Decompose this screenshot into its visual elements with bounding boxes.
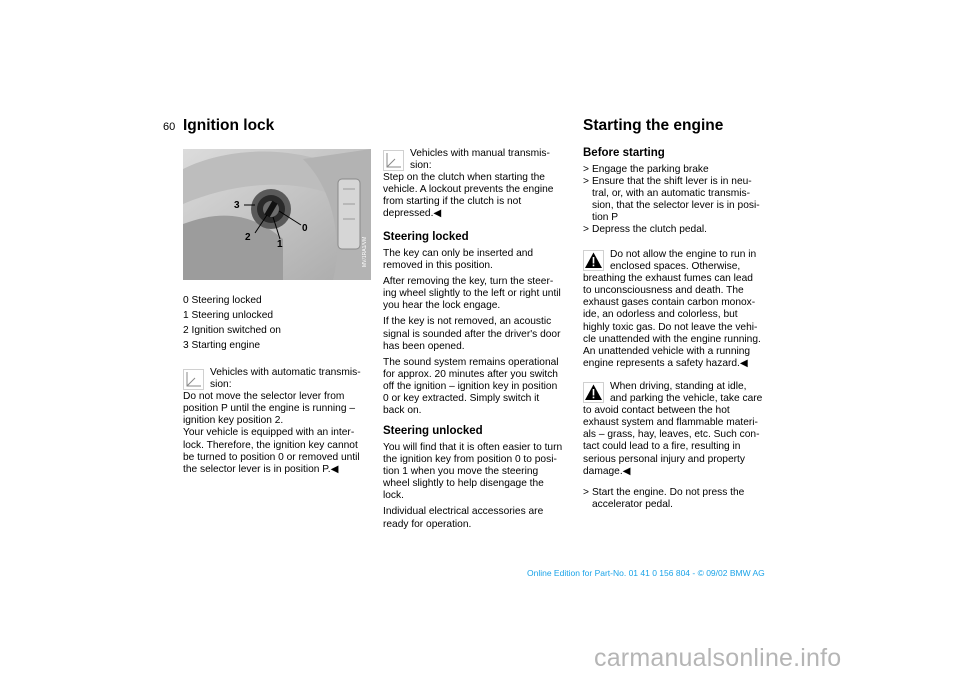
- paragraph: [383, 248, 578, 272]
- page-number: 60: [163, 121, 176, 133]
- manual-transmission-note: [383, 148, 578, 221]
- callout-3: 3: [234, 200, 240, 211]
- step-text: Depress the clutch pedal.: [592, 224, 707, 236]
- text-line: You will find that it is often easier to turn: [383, 442, 563, 453]
- callout-0: 0: [302, 223, 308, 234]
- warning-line: to unconsciousness and death. The: [583, 285, 744, 297]
- text-line: tion P: [592, 212, 619, 224]
- note-line: be turned to position 0 or removed until: [183, 451, 360, 463]
- warning-line: When driving, standing at idle,: [610, 381, 747, 392]
- text-line: ing wheel slightly to the left or right until: [383, 288, 561, 300]
- text-line: sion, that the selector lever is in posi-: [592, 200, 760, 212]
- note-line: from starting if the clutch is not: [383, 196, 522, 208]
- automatic-transmission-note: [183, 367, 378, 476]
- text-line: off the ignition – ignition key in position: [383, 380, 558, 392]
- text-line: accelerator pedal.: [592, 499, 673, 511]
- paragraph: [383, 316, 578, 352]
- steering-locked-heading: Steering locked: [383, 231, 469, 243]
- paragraph: [383, 442, 578, 502]
- note-line: the selector lever is in position P.◀: [183, 463, 339, 475]
- text-line: Individual electrical accessories are: [383, 506, 544, 518]
- note-line: Vehicles with manual transmis-: [410, 148, 550, 159]
- note-line: sion:: [410, 160, 432, 172]
- text-line: The sound system remains operational: [383, 356, 559, 368]
- text-line: tral, or, with an automatic transmis-: [592, 188, 750, 200]
- text-line: The key can only be inserted and: [383, 248, 534, 259]
- text-line: After removing the key, turn the steer-: [383, 276, 554, 288]
- legend-item: 0 Steering locked: [183, 295, 262, 306]
- steering-locked-text: [383, 248, 578, 421]
- list-item: [583, 176, 778, 224]
- text-line: back on.: [383, 405, 422, 417]
- note-line: Step on the clutch when starting the: [383, 172, 545, 184]
- warning-line: damage.◀: [583, 465, 631, 477]
- text-line: for approx. 20 minutes after you switch: [383, 368, 558, 380]
- edition-footer: Online Edition for Part-No. 01 41 0 156 804 - © 09/02 BMW AG: [527, 568, 765, 578]
- text-line: Ensure that the shift lever is in neu-: [592, 176, 752, 188]
- before-starting-steps: [583, 164, 778, 237]
- text-line: the ignition key from position 0 to posi-: [383, 454, 557, 466]
- list-item: [583, 224, 778, 236]
- note-line: Do not move the selector lever from: [183, 391, 345, 403]
- warning-line: engine represents a safety hazard.◀: [583, 357, 748, 369]
- figure-legend: [183, 295, 373, 352]
- text-line: lock.: [383, 490, 404, 502]
- text-line: If the key is not removed, an acoustic: [383, 316, 552, 328]
- note-line: vehicle. A lockout prevents the engine: [383, 184, 554, 196]
- legend-item: 2 Ignition switched on: [183, 325, 281, 337]
- bullet-icon: >: [583, 176, 589, 188]
- bullet-icon: >: [583, 164, 589, 175]
- warning-line: ide, an odorless and colorless, but: [583, 309, 738, 321]
- warning-line: to avoid contact between the hot: [583, 405, 730, 417]
- paragraph: [383, 357, 578, 417]
- text-line: ready for operation.: [383, 518, 472, 530]
- bullet-icon: >: [583, 487, 589, 498]
- callout-2: 2: [245, 232, 251, 243]
- text-line: tion 1 when you move the steering: [383, 466, 539, 478]
- list-item: [583, 164, 778, 176]
- text-line: Start the engine. Do not press the: [592, 487, 745, 498]
- paragraph: [383, 276, 578, 312]
- starting-engine-heading: Starting the engine: [583, 117, 724, 134]
- bullet-icon: >: [583, 224, 589, 236]
- step-text: [592, 487, 744, 511]
- hot-exhaust-warning: [583, 381, 778, 478]
- steering-unlocked-heading: Steering unlocked: [383, 425, 483, 437]
- legend-item: 1 Steering unlocked: [183, 310, 274, 322]
- warning-line: and parking the vehicle, take care: [610, 393, 763, 405]
- warning-line: serious personal injury and property: [583, 453, 745, 465]
- ignition-lock-illustration: [183, 149, 371, 280]
- warning-line: tact could lead to a fire, resulting in: [583, 441, 741, 453]
- warning-line: highly toxic gas. Do not leave the vehi-: [583, 321, 758, 333]
- warning-line: breathing the exhaust fumes can lead: [583, 273, 753, 285]
- legend-item: 3 Starting engine: [183, 340, 261, 352]
- warning-line: enclosed spaces. Otherwise,: [610, 261, 741, 273]
- note-line: ignition key position 2.: [183, 415, 284, 427]
- image-code: MV/1RA1/VM: [362, 236, 368, 267]
- site-watermark: carmanualsonline.info: [594, 644, 842, 672]
- step-text: Engage the parking brake: [592, 164, 709, 175]
- warning-line: cle unattended with the engine running.: [583, 333, 761, 345]
- steering-unlocked-text: [383, 442, 578, 535]
- note-line: sion:: [210, 379, 232, 391]
- ignition-lock-figure: [183, 149, 371, 280]
- start-engine-step: [583, 487, 778, 511]
- warning-line: An unattended vehicle with a running: [583, 345, 751, 357]
- warning-line: exhaust system and flammable materi-: [583, 417, 758, 429]
- note-line: lock. Therefore, the ignition key cannot: [183, 439, 358, 451]
- text-line: has been opened.: [383, 340, 465, 352]
- note-line: position P until the engine is running –: [183, 403, 355, 415]
- text-line: you hear the lock engage.: [383, 300, 501, 312]
- text-line: removed in this position.: [383, 260, 493, 272]
- step-text: [592, 176, 760, 224]
- note-line: Your vehicle is equipped with an inter-: [183, 427, 355, 439]
- warning-line: Do not allow the engine to run in: [610, 249, 757, 260]
- paragraph: [383, 506, 578, 530]
- list-item: [583, 487, 778, 511]
- text-line: wheel slightly to help disengage the: [383, 478, 544, 490]
- exhaust-fumes-warning: [583, 249, 778, 370]
- text-line: signal is sounded after the driver's door: [383, 328, 561, 340]
- ignition-lock-heading: Ignition lock: [183, 117, 275, 134]
- warning-line: exhaust gases contain carbon monox-: [583, 297, 756, 309]
- text-line: 0 or key extracted. Simply switch it: [383, 393, 540, 405]
- callout-1: 1: [277, 239, 283, 250]
- note-line: depressed.◀: [383, 208, 442, 220]
- before-starting-heading: Before starting: [583, 147, 665, 159]
- warning-line: als – grass, hay, leaves, etc. Such con-: [583, 429, 760, 441]
- note-line: Vehicles with automatic transmis-: [210, 367, 361, 378]
